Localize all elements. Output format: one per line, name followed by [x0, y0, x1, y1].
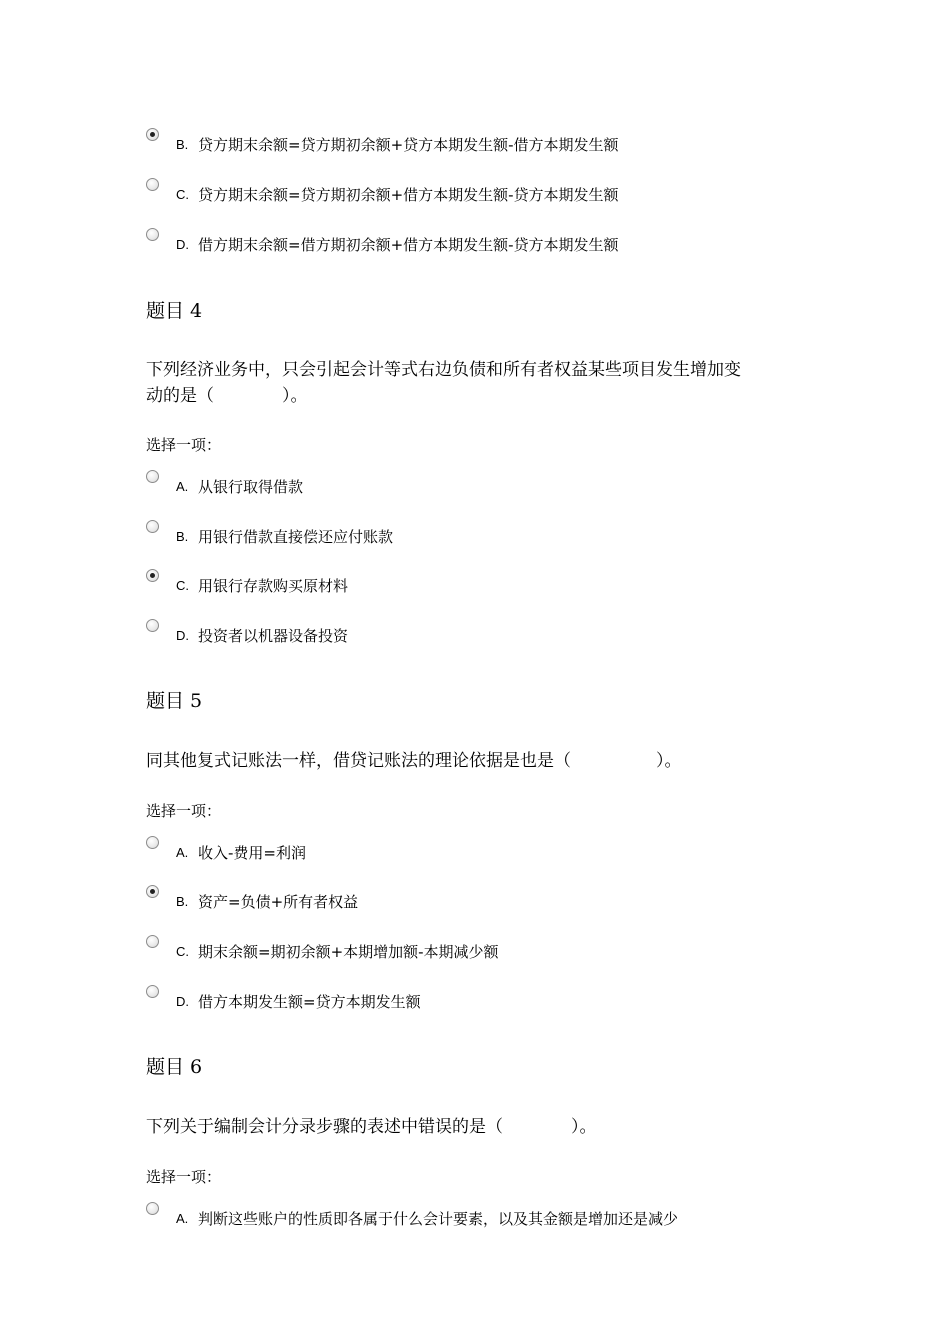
option-letter: A. — [176, 479, 189, 494]
radio-button[interactable] — [146, 569, 159, 582]
question-4-text-line-1: 下列经济业务中，只会引起会计等式右边负债和所有者权益某些项目发生增加变 — [146, 360, 741, 380]
question-4-text-line-2: 动的是（ ）。 — [146, 386, 308, 406]
question-5-prompt: 选择一项： — [146, 802, 222, 820]
option-text: 借方本期发生额=贷方本期发生额 — [198, 993, 421, 1011]
option-letter: C. — [176, 944, 189, 959]
radio-button[interactable] — [146, 470, 159, 483]
question-5-title: 题目 5 — [146, 690, 203, 712]
question-6-title: 题目 6 — [146, 1056, 203, 1078]
option-letter: B. — [176, 894, 189, 909]
option-letter: B. — [176, 137, 189, 152]
option-letter: D. — [176, 237, 189, 252]
radio-button[interactable] — [146, 619, 159, 632]
option-letter: D. — [176, 994, 189, 1009]
option-text: 贷方期末余额=贷方期初余额+借方本期发生额-贷方本期发生额 — [198, 186, 619, 204]
radio-button[interactable] — [146, 128, 159, 141]
option-text: 期末余额=期初余额+本期增加额-本期减少额 — [198, 943, 499, 961]
radio-button[interactable] — [146, 228, 159, 241]
option-text: 借方期末余额=借方期初余额+借方本期发生额-贷方本期发生额 — [198, 236, 619, 254]
option-letter: C. — [176, 578, 189, 593]
option-text: 判断这些账户的性质即各属于什么会计要素，以及其金额是增加还是减少 — [198, 1210, 679, 1228]
radio-button[interactable] — [146, 520, 159, 533]
option-text: 贷方期末余额=贷方期初余额+贷方本期发生额-借方本期发生额 — [198, 136, 619, 154]
radio-button[interactable] — [146, 935, 159, 948]
question-4-title: 题目 4 — [146, 300, 203, 322]
option-text: 用银行借款直接偿还应付账款 — [198, 528, 394, 546]
radio-button[interactable] — [146, 1202, 159, 1215]
option-text: 用银行存款购买原材料 — [198, 577, 349, 595]
question-4-text — [146, 357, 826, 409]
option-letter: B. — [176, 529, 189, 544]
option-letter: C. — [176, 187, 189, 202]
question-6-prompt: 选择一项： — [146, 1168, 222, 1186]
radio-button[interactable] — [146, 178, 159, 191]
option-text: 从银行取得借款 — [198, 478, 304, 496]
option-letter: A. — [176, 1211, 189, 1226]
option-text: 资产=负债+所有者权益 — [198, 893, 359, 911]
radio-button[interactable] — [146, 836, 159, 849]
option-letter: A. — [176, 845, 189, 860]
option-letter: D. — [176, 628, 189, 643]
question-6-text: 下列关于编制会计分录步骤的表述中错误的是（ ）。 — [146, 1117, 597, 1137]
radio-button[interactable] — [146, 885, 159, 898]
question-4-prompt: 选择一项： — [146, 436, 222, 454]
option-text: 收入-费用=利润 — [198, 844, 306, 862]
radio-button[interactable] — [146, 985, 159, 998]
option-text: 投资者以机器设备投资 — [198, 627, 349, 645]
question-5-text: 同其他复式记账法一样，借贷记账法的理论依据是也是（ ）。 — [146, 751, 682, 771]
